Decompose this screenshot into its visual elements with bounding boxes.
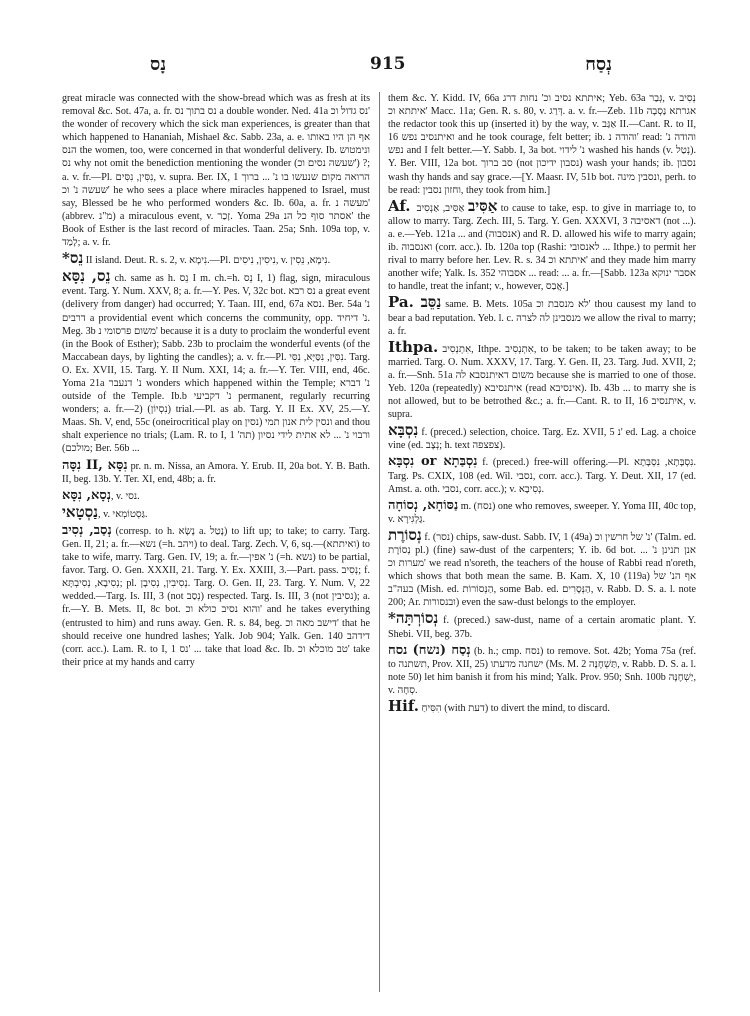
entry-text: אִתְנְסִיב, Ithpe. אִתְנְסִיב, to be taken; to be taken away; to be married. Targ. O. Num. XXXV, 17. Targ. Y. Gen. II, 23. Targ. Jud. XVII, 2; a. fr.—Snh. 51a משום דאיתנסבא לה because she is married to one of those. Yeb. 120a (repeatedly) איתנסיבא (read אינסיבא). Ib. 43b ... to marry she is not allowed, but to be betrothed &c.; a. fr.—Cant. R. to II, 16 איתנסיב, v. supra. [388,343,696,421]
entry-text: f. (preced.) free-will offering.—Pl. נִסְבָּתָא, נִסְבָּתָא. Targ. Ps. CXIX, 108 (ed. Wil. נסבי, corr. acc.). Targ. Y. Deut. XII, 17 (ed. Amst. a. oth. נסבי, corr. acc.); v. נְסִיבָא. [388,457,696,495]
dictionary-entry [62,524,370,669]
entry-headword: *נְסוֹרְתָּה [388,609,439,628]
entry-text: אַסִּיב, אַנְסִיב to cause to take, esp. to give in marriage to, to allow to marry. Targ. Zech. III, 5. Targ. Y. Gen. XXXVI, 3 דאסיבה (not ...). a. e.—Yeb. 121a ... and (אנסבוה) and R. D. allowed his wife to marry again; ib. ואנסבוה (corr. acc.). Ib. 120a top (Rashi: לאנסובי ... Ithpe.) to permit her rival to marry before her. Lev. R. s. 34 איתתא וכ' and they made him marry another wife; Yalk. Is. 352 אסבוהי ... read: ... a. fr.—[Sabb. 123a אסבר ינוקא to handle, treat the infant; v., however, אֲבַס.] [388,202,696,293]
dictionary-entry [388,499,696,526]
entry-text: , v. גַּסְטוֹמְאי. [98,508,148,520]
entry-text: , v. נסי. [111,490,140,502]
entry-text: f. (preced.) saw-dust, name of a certain aromatic plant. Y. Shebi. VII, beg. 37b. [388,615,696,640]
entry-headword: נְסָא, נִסָּא [62,487,111,503]
dictionary-entry [388,455,696,495]
left-column [62,92,370,996]
entry-text: II island. Deut. R. s. 2, v. נִימָא.—Pl. נִיסִין, נִיסִים, v. נִימָא, נֵסִין. [83,255,331,267]
dictionary-entry [388,293,696,337]
entry-text: f. (נסר) chips, saw-dust. Sabb. IV, 1 (49a) נ' של חרשין וכ' (Talm. ed. נְסוֹרֶת pl.) (fine) saw-dust of the carpenters; Y. ib. 6d bot. אנן תנינן נ' ... מערות וכ' we read n'soreth, the teachers of the house of Rabbi read n'oreth, which shows that both mean the same. B. Kam. X, 10 (119a) אף הנ' של בעה"ב (Mish. ed. הַנְּסוֹרוֹת, some Bab. ed. הַנְּסָרִים, v. Rabb. D. S. a. l. note 200; Ar. ובנסורות) even the saw-dust belongs to the employer. [388,531,696,609]
right-running-headword: נְסַח [585,54,612,75]
entry-text: (corresp. to h. נָשָׂא a. נָטַל) to lift up; to take; to carry. Targ. Gen. II, 21; a. fr.—נשא (=h. ויהב) to deal. Targ. Zech. V, 6, sq.—(ואיתתא) to take to wife, marry. Targ. Gen. IV, 19; a. fr.—נ' אפין (=h. נשא) to be partial, favor. Targ. O. Gen. XXXII, 21. Targ. Y. Ex. XXIII, 3.—Part. pass. נְסִיב; f. נְסִיבָא, נְסִיבְתָּא; pl. נְסִיבִין, נְסִיבָן. Targ. O. Gen. II, 23. Targ. Y. Num. V, 22 wedded.—Targ. Is. III, 3 (not נְסַב) respected. Targ. Is. III, 3 (not נסיבין); a. fr.—Y. B. Mets. II, 8c bot. והוא נסיב כולא וכ' and he takes everything (entrusted to him) and runs away. Gen. R. s. 84, beg. דישב מאה וכ' that he should receive one hundred lashes; Yalk. Job 904; Yalk. Gen. 140 דידהב (corr. acc.). Lam. R. to I, 1 נס' ... take that load &c. Ib. טב מוכלא וכ' take their price at my hands and carry [62,525,370,668]
dictionary-entry [62,502,370,521]
dictionary-entry [388,337,696,422]
entry-headword: נְסַב, נְסִיב [62,522,112,538]
entry-text: pr. n. m. Nissa, an Amora. Y. Erub. II, 20a bot. Y. B. Bath. II, beg. 13b. Y. Ter. XI, end, 48b; a. fr. [62,460,370,485]
page-number: 915 [370,54,406,74]
entry-headword: נְסוֹרֶת [388,525,422,544]
dictionary-entry [388,697,696,716]
right-column [388,92,696,996]
entry-headword: *נֵס [62,249,84,268]
entry-headword: נַסּוֹחָא, נְסוֹחָה [388,497,459,513]
dictionary-entry [388,609,696,640]
entry-text: ch. same as h. נֵס I m. ch.=h. נֵס I, 1) flag, sign, miraculous event. Targ. Y. Num. XXV, 8; a. fr.—Y. Pes. V, 32c bot. נס רבא a great event (delivery from danger) had occurred; Y. Taan. III, end, 67a נסא. Ber. 54a נ' דרבים a providential event which concerns the community, opp. נ' דיחיד. Meg. 3b משום פרסומי נ' because it is a duty to proclaim the wonderful event (in the Book of Esther); Sabb. 23b to proclaim the wonderful events (of the Maccabean days, by lighting the candles); a. v. fr.—Pl. נִסִּין, נִסַּיָּא, נִסִּי. Targ. O. Ex. XVII, 15. Targ. Y. II Num. XXI, 14; a. fr.—Y. Ter. VIII, end, 46c. Yoma 21a נ' דנעבר wonders which happened within the Temple; נ' דברא outside of the Temple. Ib.b נ' דקביעי permanent, regularly recurring wonders; a. fr.—2) (נִסְיוֹן) trial.—Pl. as ab. Targ. Y. II Ex. XV, 25.—Y. Maas. Sh. V, end, 55c (oneirocritical play on נסין) ונסין לית אנון תמי and thou shalt experience no trials; (Lam. R. to I, 1 ורבוי נ' ... לא אתית לידי נסיון (תה' מולכם); Ber. 56b ... [62,273,370,455]
dictionary-entry [62,249,370,268]
entry-text: הִסִּיחַ (with דעת) to divert the mind, to discard. [419,703,610,715]
entry-headword: Hif. [388,697,420,716]
dictionary-entry [62,459,370,486]
entry-headword: נֵס, נִסָּא [62,267,111,286]
entry-headword: נַסְטָאי [62,502,99,521]
entry-headword: Pa. נַסֵּב [388,293,442,312]
dictionary-entry [388,525,696,610]
entry-headword: Af. אַסִּיב [388,196,498,215]
entry-headword: נִסְבָּא [388,421,419,440]
entry-headword: נִסָּה II, נִסָּא [62,457,128,473]
dictionary-entry [388,421,696,452]
entry-text: great miracle was connected with the show-bread which was as fresh at its removal &c. Sot. 47a, a. fr. נס בתוך נס a double wonder. Ned. 41a נס גדול וכ' the wonder of recovery which the sick man experiences, is greater than that which happened to Hananiah, Mishael &c. Sabb. 23a, a. e. אף הן היו באותו הנס the women, too, were concerned in that wonderful delivery. Ib. ונימטוש נס why not omit the benediction mentioning the wonder (שעשה נסים וכ') ?; a. v. fr.—Pl. נִסִּין, נִסִּים, v. supra. Ber. IX, 1 הרואה מקום שנעשו בו נ' ... ברוך שעשה נ' וכ' he who sees a place where miracles happened to Israel, must say, Blessed be he who performed wonders &c. Ib. 60a, a. fr. מעשה נ' (abbrev. מ"נ) a miraculous event, v. זָכַר. Yoma 29a אסתר סוף כל הנ' the Book of Esther is the last record of miracles. Taan. 25a; Snh. 109a top, v. לָמַד; a. v. fr. [62,93,370,249]
entry-text: f. (preced.) selection, choice. Targ. Ez. XVII, 5 נ' ed. Lag. a choice vine (ed. נְצָב; h. text צפצפה). [388,427,696,452]
entry-text: (b. h.; cmp. נסח) to remove. Sot. 42b; Yoma 75a (ref. to תשתנה, Prov. XII, 25) ישחנה מדעתו (Ms. M. 2 תַּשְׁחֶנָּה, v. Rabb. D. S. a. l. note 50) let him banish it from his mind; Yalk. Prov. 950; Snh. 100b יַשְׁחֶנָּה, v. סְחָה. [388,645,696,696]
dictionary-entry [62,92,370,249]
entry-headword: נְסַח (נשח) נסח [388,642,471,658]
entry-text: them &c. Y. Kidd. IV, 66a איתתא נסיב וכ' נחות דרג; Yeb. 63a גְּבַר, v. נְסִיב איתתא וכ' Macc. 11a; Gen. R. s. 80, v. דְּרַג. a. v. fr.—Zeb. 11b אגרתא נַסְבָה the redactor took this up (inserted it) by the way, v. אַגַּב II.—Cant. R. to II, 16 ואיתנסיב נפש and he took courage, felt better; ib. והודה נ' read: והודה נ' נפש and I felt better.—Y. Sabb. I, 3a bot. נ' לידוי washed his hands (v. נְטַל). Y. Ber. VIII, 12a bot. סב ברוך (not נסבון ידיכון) wash your hands; ib. נסבון wash thy hands and say grace.—[Y. Maasr. IV, 51b bot. ונסבין מינה, perh. to be read: וחזון נסבין, they took from him.] [388,93,696,196]
column-divider [379,92,380,992]
entry-headword: נִסְבָּא or נִסְבַּתָא [388,454,478,470]
dictionary-entry [388,644,696,697]
entry-text: m. (נסח) one who removes, sweeper. Y. Yoma III, 40c top, v. גַּלְגִּירָא. [388,500,696,525]
dictionary-entry [388,92,696,197]
entry-text: same. B. Mets. 105a לא מנסבת וכ' thou causest my land to bear a bad reputation. Yeb. l. c. מנסבינן לה לצרה we allow the rival to marry; a. fr. [388,299,696,337]
left-running-headword: נָס [150,54,167,75]
dictionary-entry [62,489,370,503]
entry-headword: Ithpa. [388,337,439,356]
page-header [62,52,702,80]
dictionary-entry [62,267,370,455]
dictionary-entry [388,196,696,294]
